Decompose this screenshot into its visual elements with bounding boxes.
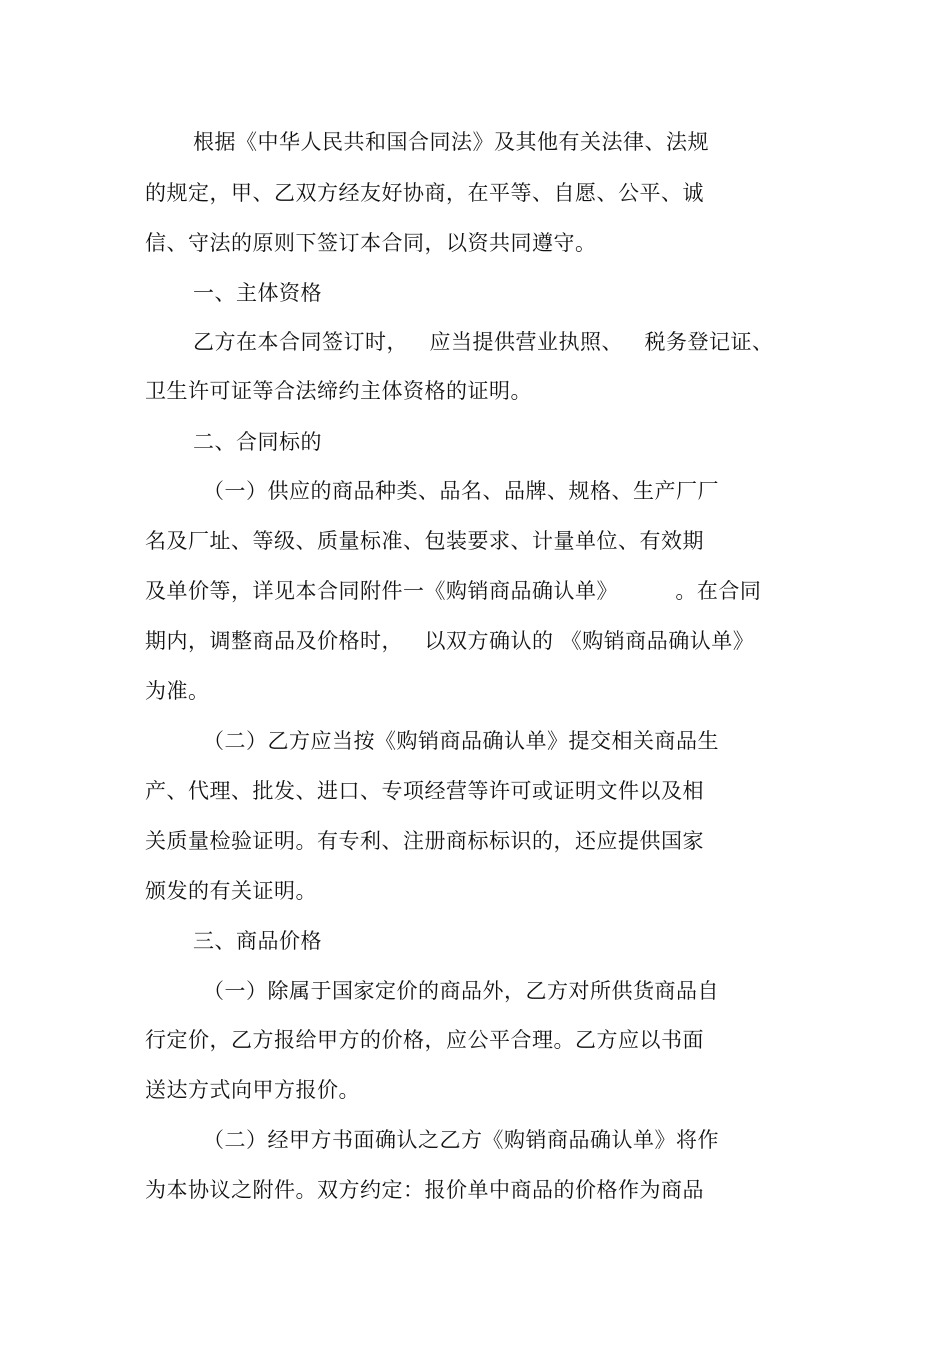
paragraph-line: 乙方在本合同签订时， 应当提供营业执照、 税务登记证、 bbox=[193, 330, 774, 354]
paragraph-line: 行定价，乙方报给甲方的价格，应公平合理。乙方应以书面 bbox=[145, 1028, 704, 1052]
section-heading: 二、合同标的 bbox=[193, 430, 322, 454]
paragraph-line: 颁发的有关证明。 bbox=[145, 879, 317, 903]
section-heading: 三、商品价格 bbox=[193, 929, 322, 953]
paragraph-line: 为准。 bbox=[145, 679, 210, 703]
paragraph-line: 期内，调整商品及价格时， 以双方确认的 《购销商品确认单》 bbox=[145, 629, 755, 653]
paragraph-line: 信、守法的原则下签订本合同，以资共同遵守。 bbox=[145, 231, 597, 255]
paragraph-line: （一）除属于国家定价的商品外，乙方对所供货商品自 bbox=[203, 979, 719, 1003]
paragraph-line: 关质量检验证明。有专利、注册商标标识的，还应提供国家 bbox=[145, 829, 704, 853]
paragraph-line: 产、代理、批发、进口、专项经营等许可或证明文件以及相 bbox=[145, 779, 704, 803]
paragraph-line: 为本协议之附件。双方约定：报价单中商品的价格作为商品 bbox=[145, 1178, 704, 1202]
paragraph-line: 送达方式向甲方报价。 bbox=[145, 1078, 360, 1102]
paragraph-line: （二）经甲方书面确认之乙方《购销商品确认单》将作 bbox=[203, 1128, 719, 1152]
paragraph-line: 的规定，甲、乙双方经友好协商，在平等、自愿、公平、诚 bbox=[145, 181, 704, 205]
paragraph-line: 及单价等，详见本合同附件一《购销商品确认单》 。在合同 bbox=[145, 579, 762, 603]
paragraph-line: （二）乙方应当按《购销商品确认单》提交相关商品生 bbox=[203, 729, 719, 753]
paragraph-line: 卫生许可证等合法缔约主体资格的证明。 bbox=[145, 379, 532, 403]
section-heading: 一、主体资格 bbox=[193, 281, 322, 305]
paragraph-line: 名及厂址、等级、质量标准、包装要求、计量单位、有效期 bbox=[145, 529, 704, 553]
paragraph-line: 根据《中华人民共和国合同法》及其他有关法律、法规 bbox=[193, 130, 709, 154]
paragraph-line: （一）供应的商品种类、品名、品牌、规格、生产厂厂 bbox=[203, 479, 719, 503]
